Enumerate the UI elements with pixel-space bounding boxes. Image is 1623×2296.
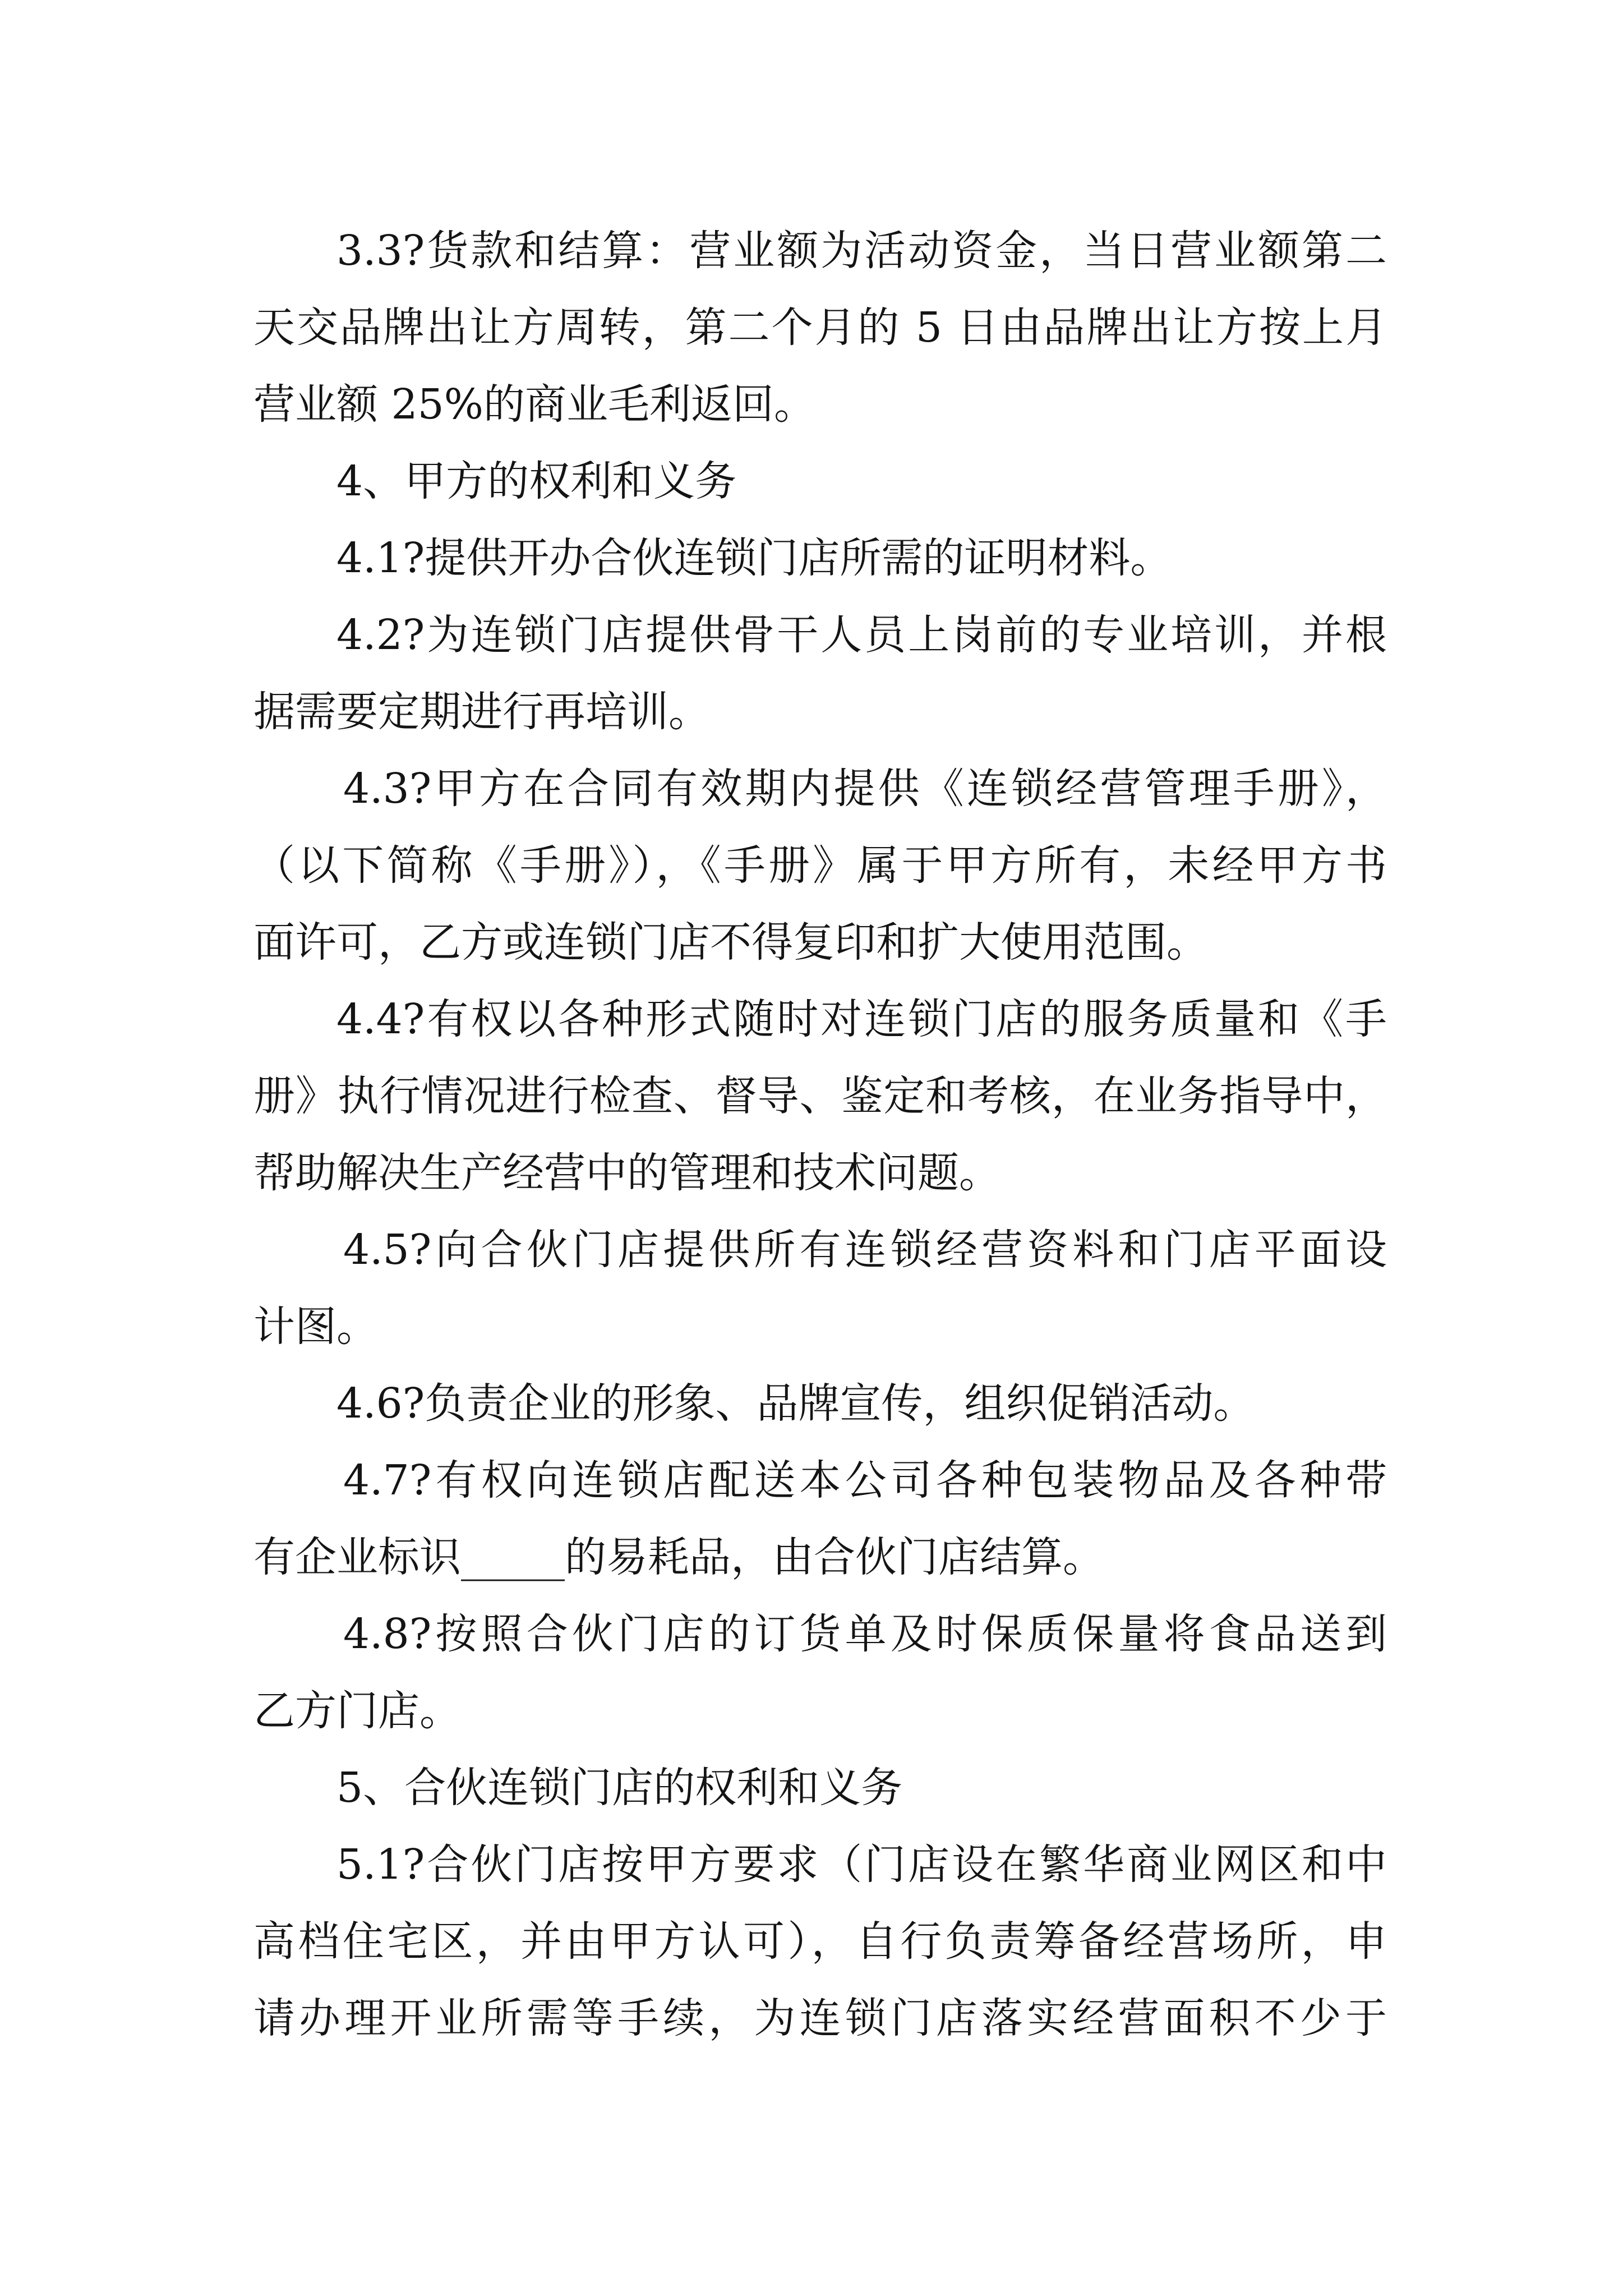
paragraph-line: 4.8?按照合伙门店的订货单及时保质保量将食品送到 [343,1610,1387,1658]
paragraph-line: 4.1?提供开办合伙连锁门店所需的证明材料。 [336,534,1172,582]
paragraph-line: 有企业标识_____的易耗品，由合伙门店结算。 [253,1533,1104,1581]
paragraph-line: 面许可，乙方或连锁门店不得复印和扩大使用范围。 [253,918,1208,967]
clause-4-7-paragraph [253,1442,1387,1596]
section-5-heading [253,1750,1387,1826]
section-4-heading [253,443,1387,520]
clause-4-2-paragraph [253,597,1387,751]
clause-4-8-paragraph [253,1596,1387,1750]
paragraph-line: 帮助解决生产经营中的管理和技术问题。 [253,1149,1000,1197]
section-heading-text: 4、甲方的权利和义务 [336,457,737,505]
clause-4-4-paragraph [253,981,1387,1212]
paragraph-line: 营业额 25%的商业毛利返回。 [253,380,815,429]
paragraph-line: 计图。 [253,1303,378,1351]
clause-4-1-paragraph [253,520,1387,597]
paragraph-line: 3.3?货款和结算：营业额为活动资金，当日营业额第二 [336,227,1387,275]
paragraph-line: 高档住宅区，并由甲方认可），自行负责筹备经营场所，申 [253,1917,1387,1966]
paragraph-line: 4.4?有权以各种形式随时对连锁门店的服务质量和《手 [336,995,1387,1043]
paragraph-line: 4.6?负责企业的形象、品牌宣传，组织促销活动。 [336,1379,1255,1428]
paragraph-line: 4.3?甲方在合同有效期内提供《连锁经营管理手册》， [343,765,1387,813]
paragraph-line: 4.2?为连锁门店提供骨干人员上岗前的专业培训，并根 [336,611,1387,659]
clause-3-3-paragraph [253,213,1387,443]
document-body [253,213,1387,2057]
paragraph-line: 册》执行情况进行检查、督导、鉴定和考核，在业务指导中， [253,1072,1387,1120]
paragraph-line: 请办理开业所需等手续，为连锁门店落实经营面积不少于 [253,1994,1387,2042]
paragraph-line: 4.7?有权向连锁店配送本公司各种包装物品及各种带 [343,1456,1387,1504]
paragraph-line: （以下简称《手册》），《手册》属于甲方所有，未经甲方书 [253,841,1387,890]
clause-4-5-paragraph [253,1212,1387,1365]
clause-4-3-paragraph [253,751,1387,981]
clause-5-1-paragraph [253,1826,1387,2057]
paragraph-line: 据需要定期进行再培训。 [253,688,710,736]
paragraph-line: 4.5?向合伙门店提供所有连锁经营资料和门店平面设 [343,1226,1387,1274]
paragraph-line: 5.1?合伙门店按甲方要求（门店设在繁华商业网区和中 [336,1841,1387,1889]
section-heading-text: 5、合伙连锁门店的权利和义务 [336,1764,903,1812]
paragraph-line: 天交品牌出让方周转，第二个月的 5 日由品牌出让方按上月 [253,303,1387,352]
clause-4-6-paragraph [253,1365,1387,1442]
paragraph-line: 乙方门店。 [253,1687,461,1735]
